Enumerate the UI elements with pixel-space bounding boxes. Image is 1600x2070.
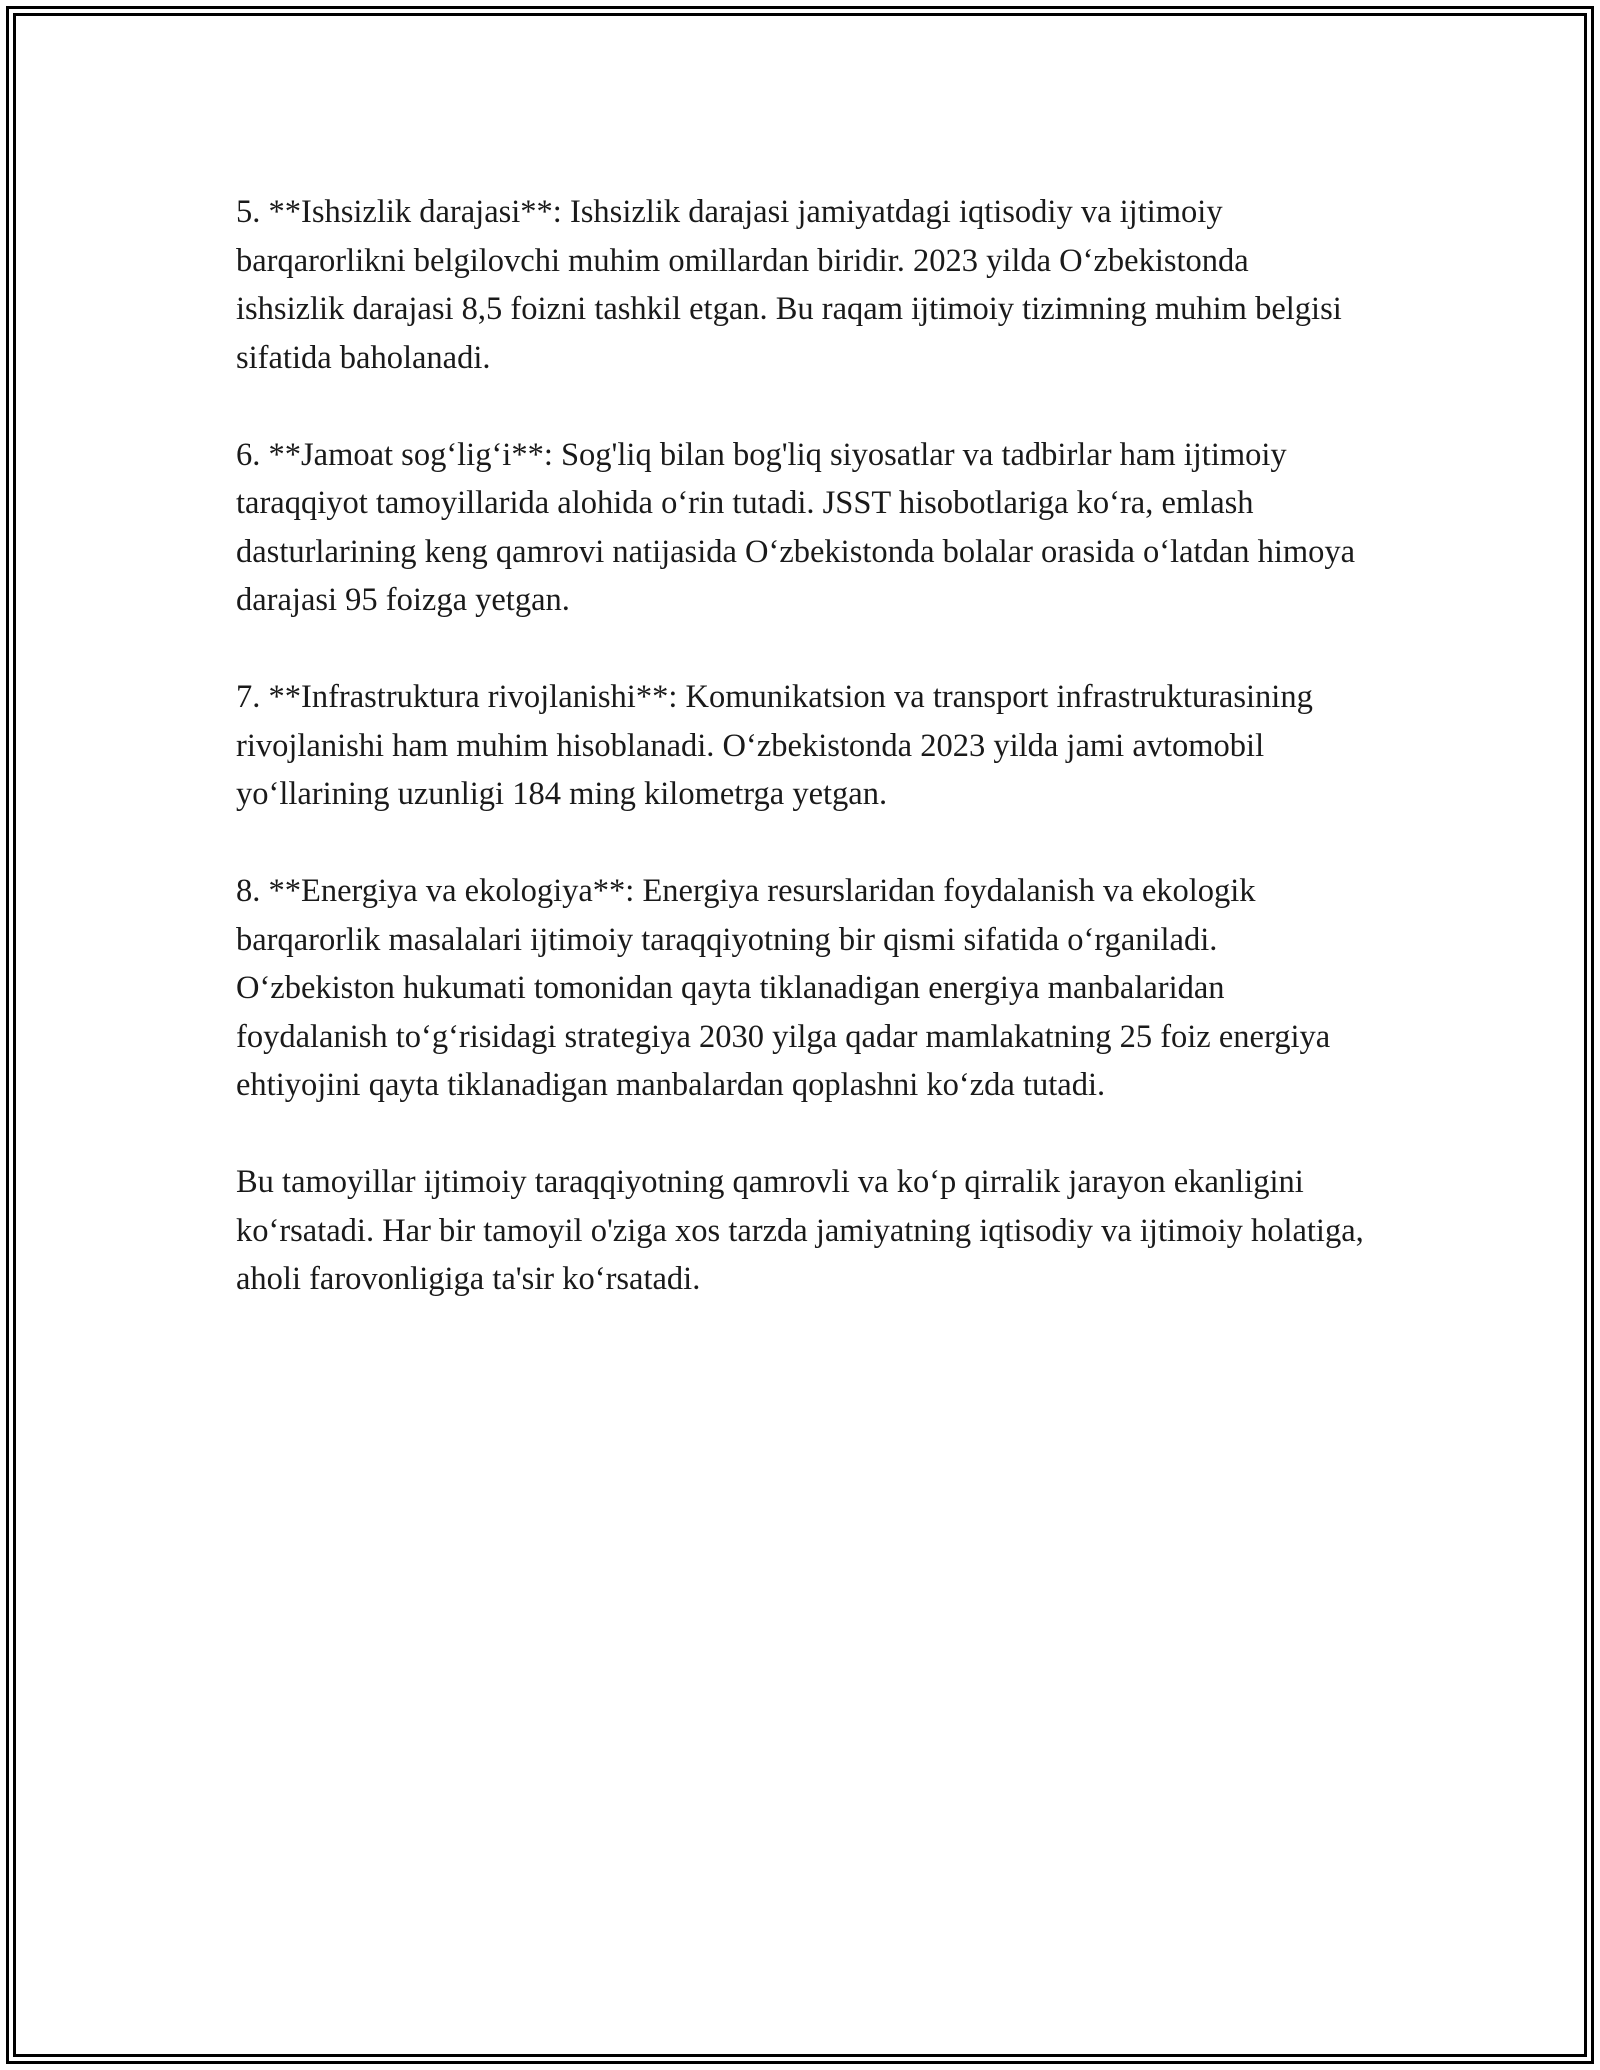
paragraph-public-health: 6. **Jamoat sog‘lig‘i**: Sog'liq bilan bog'liq siyosatlar va tadbirlar ham ijtimoiy taraqqiyot tamoyillarida alohida o‘rin tutadi. JSST hisobotlariga ko‘ra, emlash dasturlarining keng qamrovi natijasida O‘zbekistonda bolalar orasida o‘latdan himoya darajasi 95 foizga yetgan. [236, 436, 1356, 618]
document-body [236, 188, 1364, 1352]
paragraph-conclusion: Bu tamoyillar ijtimoiy taraqqiyotning qamrovli va ko‘p qirralik jarayon ekanligini ko‘rsatadi. Har bir tamoyil o'ziga xos tarzda jamiyatning iqtisodiy va ijtimoiy holatiga, aholi farovonligiga ta'sir ko‘rsatadi. [236, 1164, 1364, 1297]
paragraph-energy-ecology: 8. **Energiya va ekologiya**: Energiya resurslaridan foydalanish va ekologik barqarorlik masalalari ijtimoiy taraqqiyotning bir qismi sifatida o‘rganiladi. O‘zbekiston hukumati tomonidan qayta tiklanadigan energiya manbalaridan foydalanish to‘g‘risidagi strategiya 2030 yilga qadar mamlakatning 25 foiz energiya ehtiyojini qayta tiklanadigan manbalardan qoplashni ko‘zda tutadi. [236, 873, 1331, 1103]
paragraph-unemployment: 5. **Ishsizlik darajasi**: Ishsizlik darajasi jamiyatdagi iqtisodiy va ijtimoiy barqarorlikni belgilovchi muhim omillardan biridir. 2023 yilda O‘zbekistonda ishsizlik darajasi 8,5 foizni tashkil etgan. Bu raqam ijtimoiy tizimning muhim belgisi sifatida baholanadi. [236, 194, 1342, 376]
paragraph-infrastructure: 7. **Infrastruktura rivojlanishi**: Komunikatsion va transport infrastrukturasining rivojlanishi ham muhim hisoblanadi. O‘zbekistonda 2023 yilda jami avtomobil yo‘llarining uzunligi 184 ming kilometrga yetgan. [236, 679, 1313, 812]
